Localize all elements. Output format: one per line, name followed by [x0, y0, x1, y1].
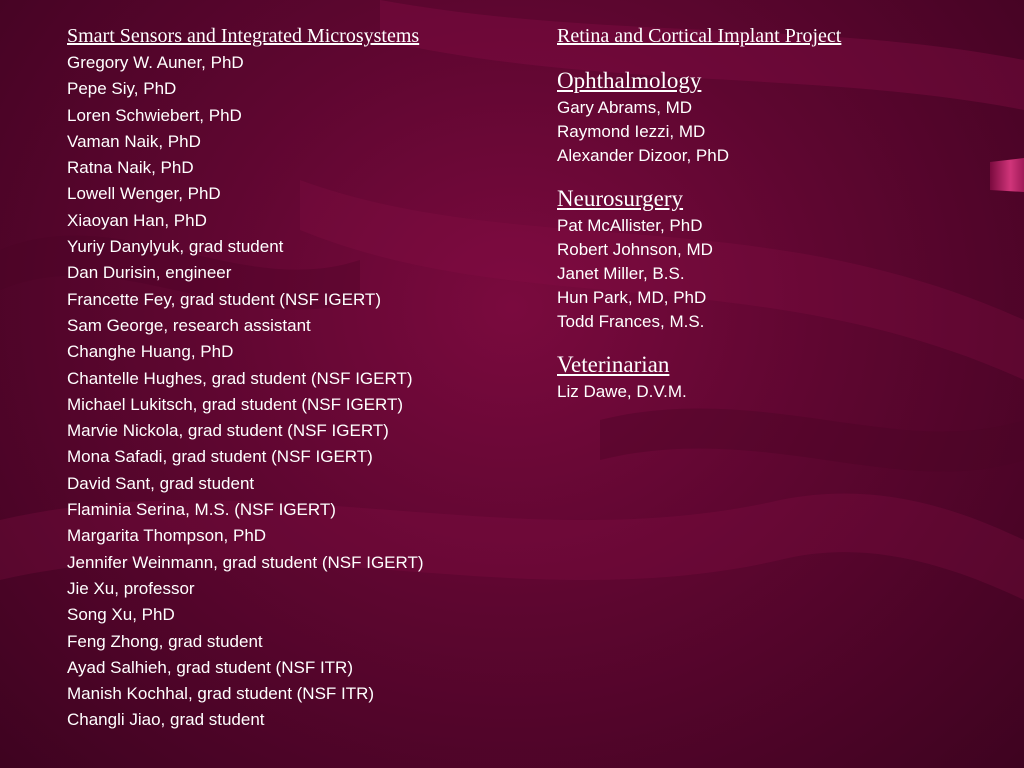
member-item: Xiaoyan Han, PhD — [67, 210, 207, 230]
member-item: Ayad Salhieh, grad student (NSF ITR) — [67, 657, 353, 677]
neurosurgery-section — [557, 184, 997, 334]
smart-sensors-member-list — [67, 50, 527, 734]
member-item: Flaminia Serina, M.S. (NSF IGERT) — [67, 500, 336, 520]
member-item: Todd Frances, M.S. — [557, 312, 705, 331]
member-item: Pepe Siy, PhD — [67, 79, 177, 99]
member-item: Feng Zhong, grad student — [67, 631, 263, 651]
ophthalmology-heading: Ophthalmology — [557, 68, 702, 93]
member-item: Alexander Dizoor, PhD — [557, 146, 729, 165]
veterinarian-member-list — [557, 380, 997, 404]
member-item: Pat McAllister, PhD — [557, 216, 703, 235]
member-item: Jennifer Weinmann, grad student (NSF IGERT) — [67, 552, 424, 572]
veterinarian-section — [557, 350, 997, 404]
member-item: Chantelle Hughes, grad student (NSF IGERT) — [67, 368, 413, 388]
member-item: Sam George, research assistant — [67, 315, 311, 335]
member-item: Gary Abrams, MD — [557, 98, 693, 117]
member-item: Dan Durisin, engineer — [67, 263, 232, 283]
project-heading: Retina and Cortical Implant Project — [557, 25, 842, 47]
right-column — [557, 22, 997, 404]
member-item: Marvie Nickola, grad student (NSF IGERT) — [67, 421, 389, 441]
member-item: Francette Fey, grad student (NSF IGERT) — [67, 289, 381, 309]
member-item: Mona Safadi, grad student (NSF IGERT) — [67, 447, 373, 467]
member-item: Ratna Naik, PhD — [67, 158, 194, 178]
member-item: Changhe Huang, PhD — [67, 342, 234, 362]
member-item: Margarita Thompson, PhD — [67, 526, 267, 546]
member-item: Changli Jiao, grad student — [67, 710, 265, 730]
member-item: Robert Johnson, MD — [557, 240, 713, 259]
ophthalmology-section — [557, 66, 997, 168]
neurosurgery-heading: Neurosurgery — [557, 186, 684, 211]
member-item: Janet Miller, B.S. — [557, 264, 685, 283]
member-item: Lowell Wenger, PhD — [67, 184, 221, 204]
member-item: Song Xu, PhD — [67, 605, 175, 625]
member-item: Vaman Naik, PhD — [67, 131, 201, 151]
member-item: Loren Schwiebert, PhD — [67, 105, 242, 125]
neurosurgery-member-list — [557, 214, 997, 334]
member-item: Hun Park, MD, PhD — [557, 288, 707, 307]
member-item: Jie Xu, professor — [67, 578, 195, 598]
member-item: David Sant, grad student — [67, 473, 255, 493]
member-item: Yuriy Danylyuk, grad student — [67, 237, 284, 257]
member-item: Michael Lukitsch, grad student (NSF IGERT) — [67, 394, 404, 414]
member-item: Raymond Iezzi, MD — [557, 122, 706, 141]
left-column — [67, 22, 527, 734]
member-item: Liz Dawe, D.V.M. — [557, 382, 687, 401]
veterinarian-heading: Veterinarian — [557, 352, 670, 377]
smart-sensors-heading: Smart Sensors and Integrated Microsystems — [67, 25, 420, 47]
member-item: Gregory W. Auner, PhD — [67, 53, 244, 72]
ophthalmology-member-list — [557, 96, 997, 168]
member-item: Manish Kochhal, grad student (NSF ITR) — [67, 684, 375, 704]
